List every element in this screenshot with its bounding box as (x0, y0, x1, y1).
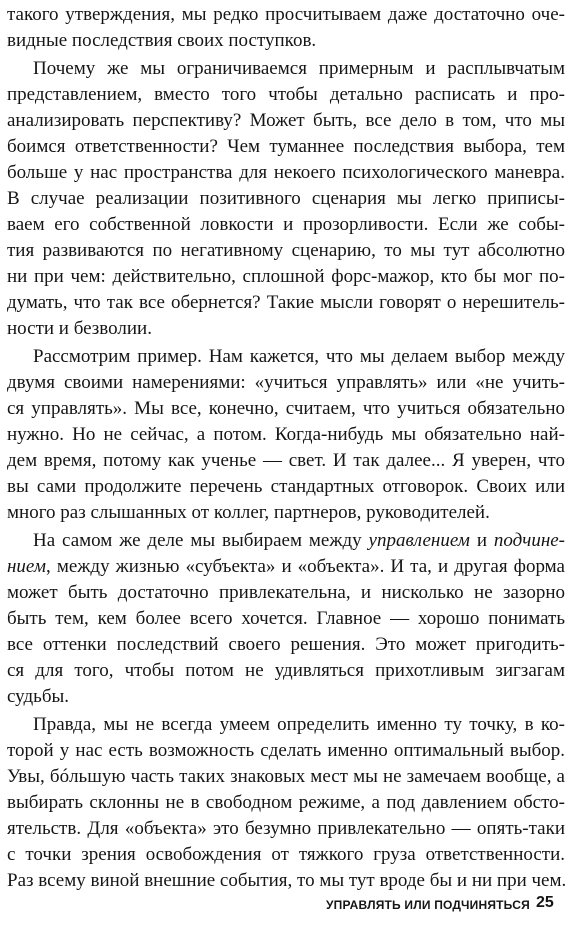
text-line: может быть достаточно привлекательна, и нисколько не зазорно (7, 582, 565, 603)
text-line: торой у нас есть возможность сделать именно оптимальный выбор. (7, 740, 565, 761)
text-line: ваем его собственной ловкости и прозорливости. Если же собы- (7, 214, 565, 235)
text-line: ся для того, чтобы потом не удивляться прихотливым зигзагам (7, 660, 565, 681)
text-line: тия развиваются по негативному сценарию, то мы тут абсолютно (7, 240, 565, 261)
text-line: В случае реализации позитивного сценария мы легко приписы- (7, 188, 565, 209)
text-line: нужно. Но не сейчас, а потом. Когда-нибудь мы обязательно най- (7, 424, 565, 445)
paragraph-first-line: Рассмотрим пример. Нам кажется, что мы делаем выбор между (33, 346, 565, 367)
paragraph-first-line: Почему же мы ограничиваемся примерным и расплывчатым (33, 58, 565, 79)
text-line: вы сами продолжите перечень стандартных отговорок. Своих или (7, 476, 565, 497)
running-footer-title: УПРАВЛЯТЬ ИЛИ ПОДЧИНЯТЬСЯ (326, 898, 530, 912)
text-line: больше у нас пространства для некоего психологического маневра. (7, 162, 565, 183)
text-line: ности и безволии. (7, 318, 152, 339)
text-line: все оттенки последствий своего решения. Это может пригодить- (7, 634, 565, 655)
text-line: ятельств. Для «объекта» это безумно привлекательно — опять-таки (7, 818, 565, 839)
text-line: представлением, вместо того чтобы детально расписать и про- (7, 84, 565, 105)
emphasis: нием (7, 556, 47, 577)
text-line: ся управлять». Мы все, конечно, считаем, что учиться обязательно (7, 398, 565, 419)
emphasis: подчине- (493, 530, 566, 551)
text-line: ни при чем: действительно, сплошной форс-мажор, кто бы мог по- (7, 266, 565, 287)
text-line: боимся ответственности? Чем туманнее последствия выбора, тем (7, 136, 565, 157)
text-line: нием, между жизнью «субъекта» и «объекта». И та, и другая форма (7, 556, 565, 577)
text-line: судьбы. (7, 686, 70, 707)
paragraph-first-line: На самом же деле мы выбираем между управлением и подчине- (33, 530, 566, 551)
paragraph-first-line: Правда, мы не всегда умеем определить именно ту точку, в ко- (33, 714, 565, 735)
text-line: с точки зрения освобождения от тяжкого груза ответственности. (7, 844, 565, 865)
text-line: такого утверждения, мы редко просчитываем даже достаточно оче- (7, 4, 565, 25)
page-number: 25 (536, 894, 554, 911)
text-line: быть тем, кем более всего хочется. Главное — хорошо понимать (7, 608, 565, 629)
text-line: двумя своими намерениями: «учиться управлять» или «не учить- (7, 372, 565, 393)
emphasis: управлением (368, 530, 470, 551)
text-line: думать, что так все обернется? Такие мысли говорят о нерешитель- (7, 292, 565, 313)
text-line: выбирать склонны не в свободном режиме, а под давлением обсто- (7, 792, 565, 813)
text-line: много раз слышанных от коллег, партнеров, руководителей. (7, 502, 490, 523)
text-line: видные последствия своих поступков. (7, 30, 317, 51)
text-line: Раз всему виной внешние события, то мы тут вроде бы и ни при чем. (7, 870, 567, 891)
text-line: анализировать перспективу? Может быть, все дело в том, что мы (7, 110, 565, 131)
text-line: дем время, потому как ученье — свет. И так далее... Я уверен, что (7, 450, 565, 471)
text-line: Увы, бóльшую часть таких знаковых мест мы не замечаем вообще, а (7, 766, 565, 787)
